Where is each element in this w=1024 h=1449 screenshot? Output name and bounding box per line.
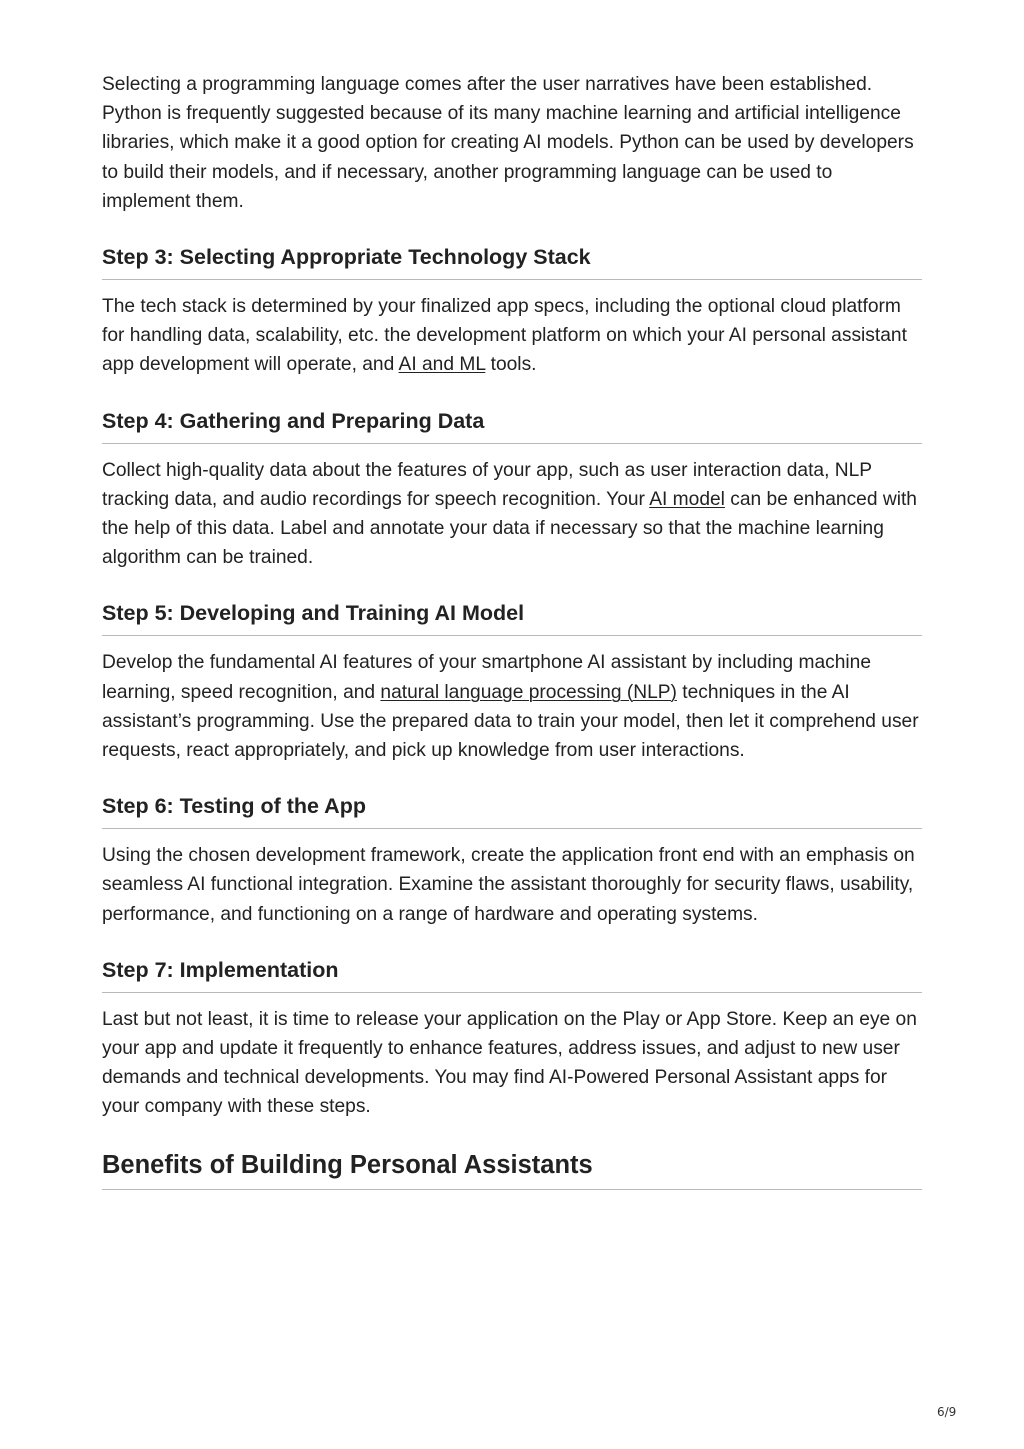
step6-paragraph: Using the chosen development framework, create the application front end with an emphasis on seamless AI functional integration. Examine the assistant thoroughly for security flaws, usability, performance, and functioning on a range of hardware and operating systems.	[102, 845, 915, 925]
page-number: 6/9	[937, 1405, 957, 1419]
benefits-heading: Benefits of Building Personal Assistants	[102, 1149, 922, 1190]
step7-heading: Step 7: Implementation	[102, 956, 922, 993]
step4-heading: Step 4: Gathering and Preparing Data	[102, 407, 922, 444]
step7-paragraph: Last but not least, it is time to release your application on the Play or App Store. Keep an eye on your app and update it frequently to enhance features, address issues, and adjust to new user demands and technical developments. You may find AI-Powered Personal Assistant apps for your company with these steps.	[102, 1008, 917, 1118]
step3-text-after: tools.	[485, 354, 537, 376]
ai-and-ml-link[interactable]: AI and ML	[398, 354, 486, 376]
step3-text-before: The tech stack is determined by your finalized app specs, including the optional cloud platform for handling data, scalability, etc. the development platform on which your AI personal assistant app development will operate, and	[102, 296, 907, 376]
ai-model-link[interactable]: AI model	[649, 488, 725, 510]
step3-heading: Step 3: Selecting Appropriate Technology Stack	[102, 243, 922, 280]
step4-text-after: can be enhanced with the help of this data. Label and annotate your data if necessary so that the machine learning algorithm can be trained.	[102, 488, 917, 569]
step3-paragraph	[102, 292, 922, 380]
step5-text-before: Develop the fundamental AI features of your smartphone AI assistant by including machine learning, speed recognition, and	[102, 652, 872, 703]
step4-text-before: Collect high-quality data about the features of your app, such as user interaction data, NLP tracking data, and audio recordings for speech recognition. Your	[102, 459, 872, 510]
nlp-link[interactable]: natural language processing (NLP)	[380, 681, 677, 703]
step5-paragraph	[102, 648, 922, 765]
step4-paragraph	[102, 456, 922, 573]
step5-heading: Step 5: Developing and Training AI Model	[102, 599, 922, 636]
step6-heading: Step 6: Testing of the App	[102, 792, 922, 829]
intro-paragraph: Selecting a programming language comes after the user narratives have been established. Python is frequently suggested because of its many machine learning and artificial intelligence libraries, which make it a good option for creating AI models. Python can be used by developers to build their models, and if necessary, another programming language can be used to implement them.	[102, 74, 914, 212]
document-body	[102, 70, 922, 1190]
step5-text-after: techniques in the AI assistant’s programming. Use the prepared data to train your model, then let it comprehend user requests, react appropriately, and pick up knowledge from user interactions.	[102, 681, 919, 762]
